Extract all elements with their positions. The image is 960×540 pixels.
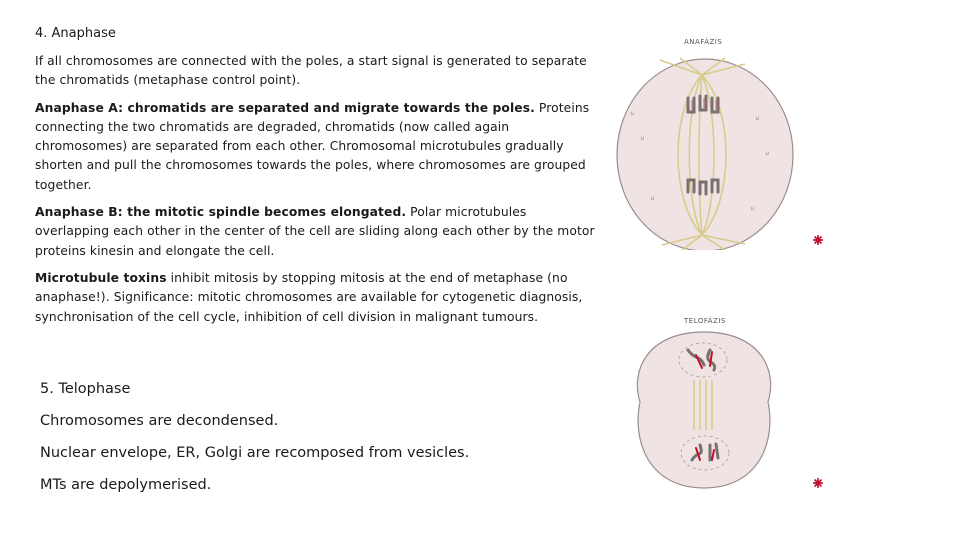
svg-text:∪: ∪ <box>755 115 760 122</box>
telophase-line: MTs are depolymerised. <box>40 477 212 493</box>
telophase-line: Chromosomes are decondensed. <box>40 413 279 429</box>
telophase-heading: 5. Telophase <box>40 381 131 397</box>
svg-text:∪: ∪ <box>650 195 655 202</box>
anaphase-section <box>35 26 595 335</box>
anaphase-intro: If all chromosomes are connected with the poles, a start signal is generated to separate the chromatids (metaphase control point). <box>35 54 587 88</box>
anaphase-a-title: Anaphase A: chromatids are separated and migrate towards the poles. <box>35 100 535 115</box>
toxins-title: Microtubule toxins <box>35 270 167 285</box>
telophase-figure-label: TELOFÁZIS <box>684 317 726 325</box>
anaphase-heading: 4. Anaphase <box>35 26 116 41</box>
anaphase-b-paragraph <box>35 203 595 261</box>
marker-icon <box>813 478 823 488</box>
anaphase-figure-label: ANAFÁZIS <box>684 38 723 46</box>
anaphase-a-text: Proteins connecting the two chromatids are degraded, chromatids (now called again chromosomes) are separated from each other. Chromosomal microtubules gradually shorten and pull the chromosomes towards the poles, where chromosomes are grouped together. <box>35 100 590 192</box>
svg-text:∪: ∪ <box>640 135 645 142</box>
svg-text:∪: ∪ <box>630 110 635 117</box>
toxins-text: inhibit mitosis by stopping mitosis at the end of metaphase (no anaphase!). Significance: mitotic chromosomes are available for cytogenetic diagnosis, synchronisation of the cell cycle, inhibition of cell division in malignant tumours. <box>35 270 583 324</box>
anaphase-cell-illustration <box>600 30 800 250</box>
anaphase-figure <box>600 30 800 250</box>
svg-text:∪: ∪ <box>750 205 755 212</box>
toxins-paragraph <box>35 269 595 327</box>
telophase-figure <box>600 310 800 500</box>
anaphase-b-text: Polar microtubules overlapping each other in the center of the cell are sliding along each other by the motor proteins kinesin and elongate the cell. <box>35 205 595 258</box>
telophase-line: Nuclear envelope, ER, Golgi are recomposed from vesicles. <box>40 445 470 461</box>
telophase-section <box>40 380 600 508</box>
anaphase-b-title: Anaphase B: the mitotic spindle becomes elongated. <box>35 205 407 220</box>
svg-text:∪: ∪ <box>765 150 770 157</box>
telophase-cell-illustration <box>600 310 800 500</box>
marker-icon <box>813 235 823 245</box>
anaphase-a-paragraph <box>35 99 595 195</box>
